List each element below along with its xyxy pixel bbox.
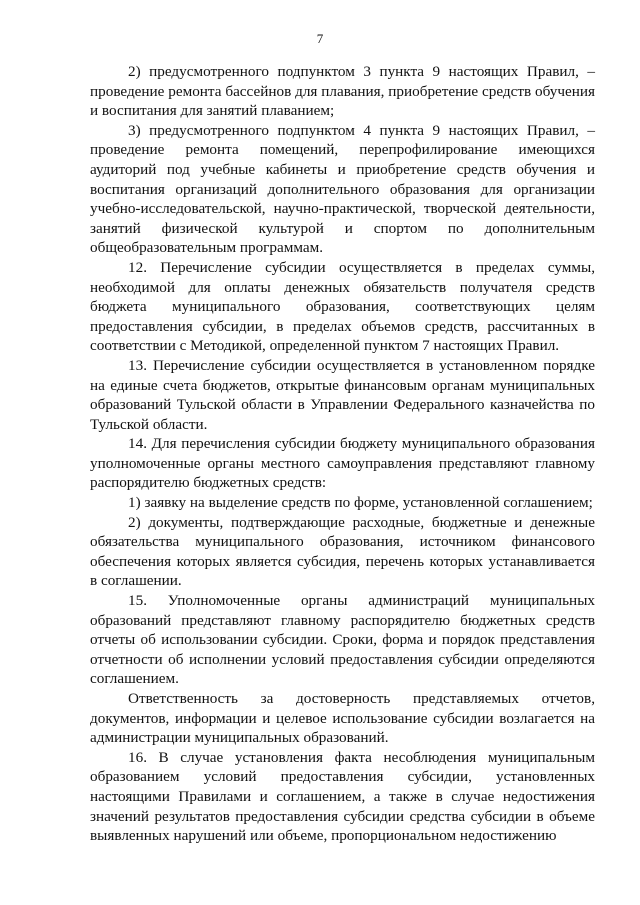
paragraph-14: 14. Для перечисления субсидии бюджету муниципального образования уполномоченные органы местного самоуправления представляют главному распорядителю бюджетных средств: — [90, 435, 595, 492]
document-body — [90, 62, 595, 846]
paragraph-15: 15. Уполномоченные органы администраций муниципальных образований представляют главному распорядителю бюджетных средств отчеты об использовании субсидии. Сроки, форма и порядок представления отчетности об исполнении условий предоставления субсидии определяются соглашением. — [90, 592, 595, 688]
paragraph-14-item-2: 2) документы, подтверждающие расходные, бюджетные и денежные обязательства муниципального образования, источником финансового обеспечения которых является субсидия, перечень которых устанавливается в соглашении. — [90, 513, 595, 590]
paragraph-14-item-1: 1) заявку на выделение средств по форме, установленной соглашением; — [128, 494, 593, 512]
paragraph-item-2: 2) предусмотренного подпунктом 3 пункта 9 настоящих Правил, – проведение ремонта бассейнов для плавания, приобретение средств обучения и воспитания для занятий плаванием; — [90, 63, 595, 120]
paragraph-responsibility: Ответственность за достоверность представляемых отчетов, документов, информации и целевое использование субсидии возлагается на администрации муниципальных образований. — [90, 690, 595, 747]
page-number: 7 — [316, 31, 324, 46]
paragraph-12: 12. Перечисление субсидии осуществляется в пределах суммы, необходимой для оплаты денежных обязательств получателя средств бюджета муниципального образования, соответствующих целям предоставления субсидии, в пределах объемов средств, рассчитанных в соответствии с Методикой, определенной пунктом 7 настоящих Правил. — [90, 258, 595, 355]
paragraph-16: 16. В случае установления факта несоблюдения муниципальным образованием условий предоставления субсидии, установленных настоящими Правилами и соглашением, а также в случае недостижения значений результатов предоставления субсидии средства субсидии в объеме выявленных нарушений или объеме, пропорциональном недостижению — [90, 748, 595, 845]
paragraph-item-3: 3) предусмотренного подпунктом 4 пункта 9 настоящих Правил, – проведение ремонта помещений, перепрофилирование имеющихся аудиторий под учебные кабинеты и приобретение средств обучения и воспитания организаций дополнительного образования для организации учебно-исследовательской, научно-практической, творческой деятельности, занятий физической культурой и спортом по дополнительным общеобразовательным программам. — [90, 121, 595, 257]
paragraph-13: 13. Перечисление субсидии осуществляется в установленном порядке на единые счета бюджетов, открытые финансовым органам муниципальных образований Тульской области в Управлении Федерального казначейства по Тульской области. — [90, 356, 595, 433]
